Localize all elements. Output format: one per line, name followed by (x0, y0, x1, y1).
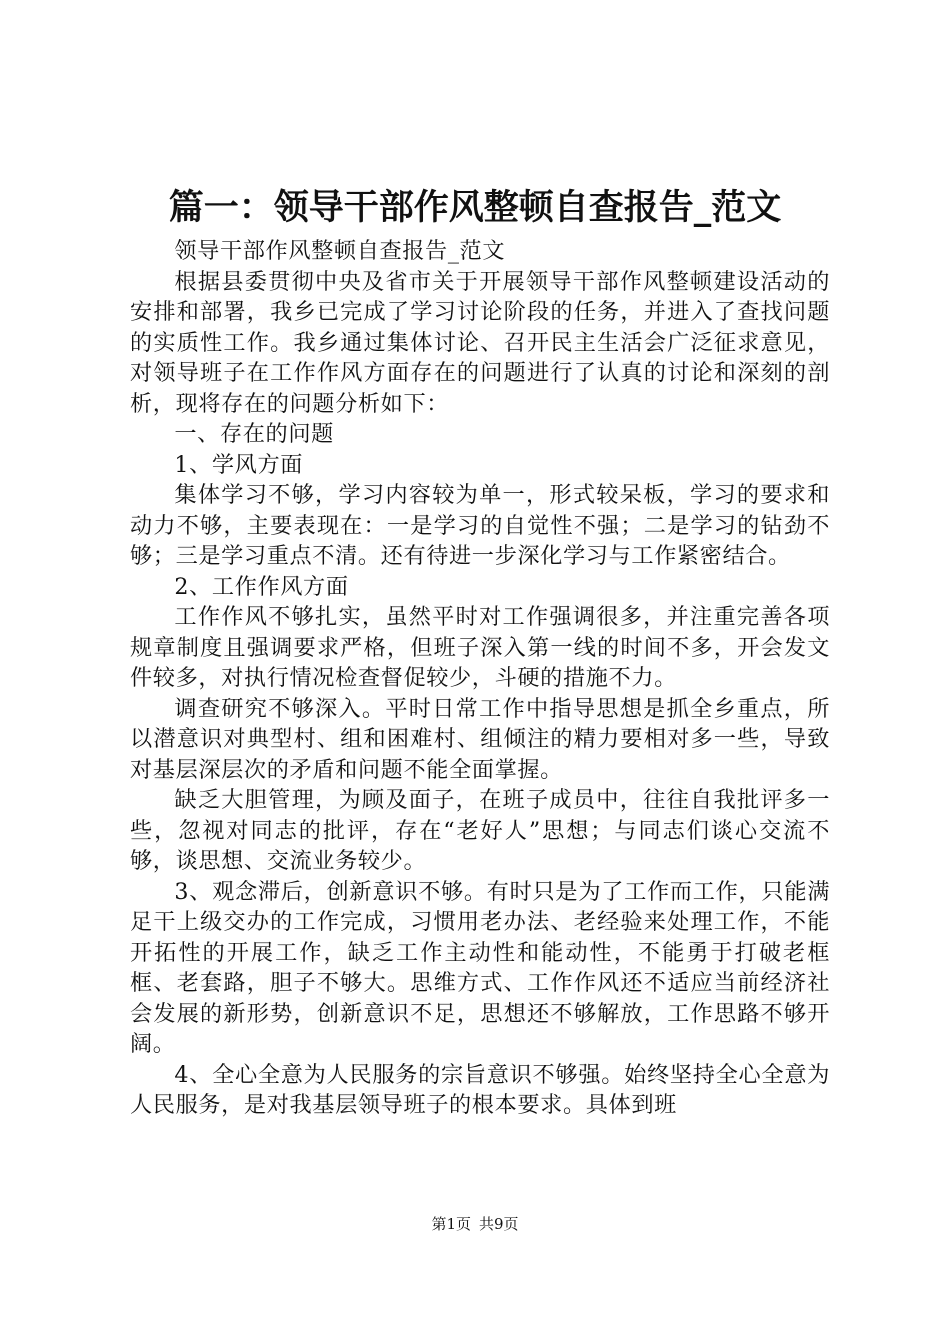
paragraph-research: 调查研究不够深入。平时日常工作中指导思想是抓全乡重点，所以潜意识对典型村、组和困难村、组倾注的精力要相对多一些，导致对基层深层次的矛盾和问题不能全面掌握。 (130, 695, 830, 783)
document-body (130, 236, 830, 1121)
paragraph-intro: 根据县委贯彻中央及省市关于开展领导干部作风整顿建设活动的安排和部署，我乡已完成了学习讨论阶段的任务，并进入了查找问题的实质性工作。我乡通过集体讨论、召开民主生活会广泛征求意见，对领导班子在工作作风方面存在的问题进行了认真的讨论和深刻的剖析，现将存在的问题分析如下： (130, 268, 830, 417)
paragraph-study: 集体学习不够，学习内容较为单一，形式较呆板，学习的要求和动力不够，主要表现在：一是学习的自觉性不强；二是学习的钻劲不够；三是学习重点不清。还有待进一步深化学习与工作紧密结合。 (130, 482, 830, 569)
paragraph-work-style: 工作作风不够扎实，虽然平时对工作强调很多，并注重完善各项规章制度且强调要求严格，但班子深入第一线的时间不多，开会发文件较多，对执行情况检查督促较少，斗硬的措施不力。 (130, 604, 830, 691)
page-number: 第1页 (431, 1215, 471, 1233)
subsection-heading-study: 1、学风方面 (174, 451, 304, 478)
paragraph-subtitle: 领导干部作风整顿自查报告_范文 (174, 238, 506, 264)
subsection-heading-work-style: 2、工作作风方面 (174, 573, 349, 600)
paragraph-management: 缺乏大胆管理，为顾及面子，在班子成员中，往往自我批评多一些，忽视对同志的批评，存在“老好人”思想；与同志们谈心交流不够，谈思想、交流业务较少。 (130, 787, 830, 874)
document-title: 篇一：领导干部作风整顿自查报告_范文 (168, 187, 782, 228)
paragraph-service: 4、全心全意为人民服务的宗旨意识不够强。始终坚持全心全意为人民服务，是对我基层领导班子的根本要求。具体到班 (130, 1061, 830, 1118)
page-total: 共9页 (479, 1215, 519, 1233)
page-footer (0, 1214, 950, 1234)
paragraph-innovation: 3、观念滞后，创新意识不够。有时只是为了工作而工作，只能满足干上级交办的工作完成，习惯用老办法、老经验来处理工作，不能开拓性的开展工作，缺乏工作主动性和能动性，不能勇于打破老框框、老套路，胆子不够大。思维方式、工作作风还不适应当前经济社会发展的新形势，创新意识不足，思想还不够解放，工作思路不够开阔。 (130, 878, 830, 1057)
section-heading-problems: 一、存在的问题 (174, 421, 334, 447)
